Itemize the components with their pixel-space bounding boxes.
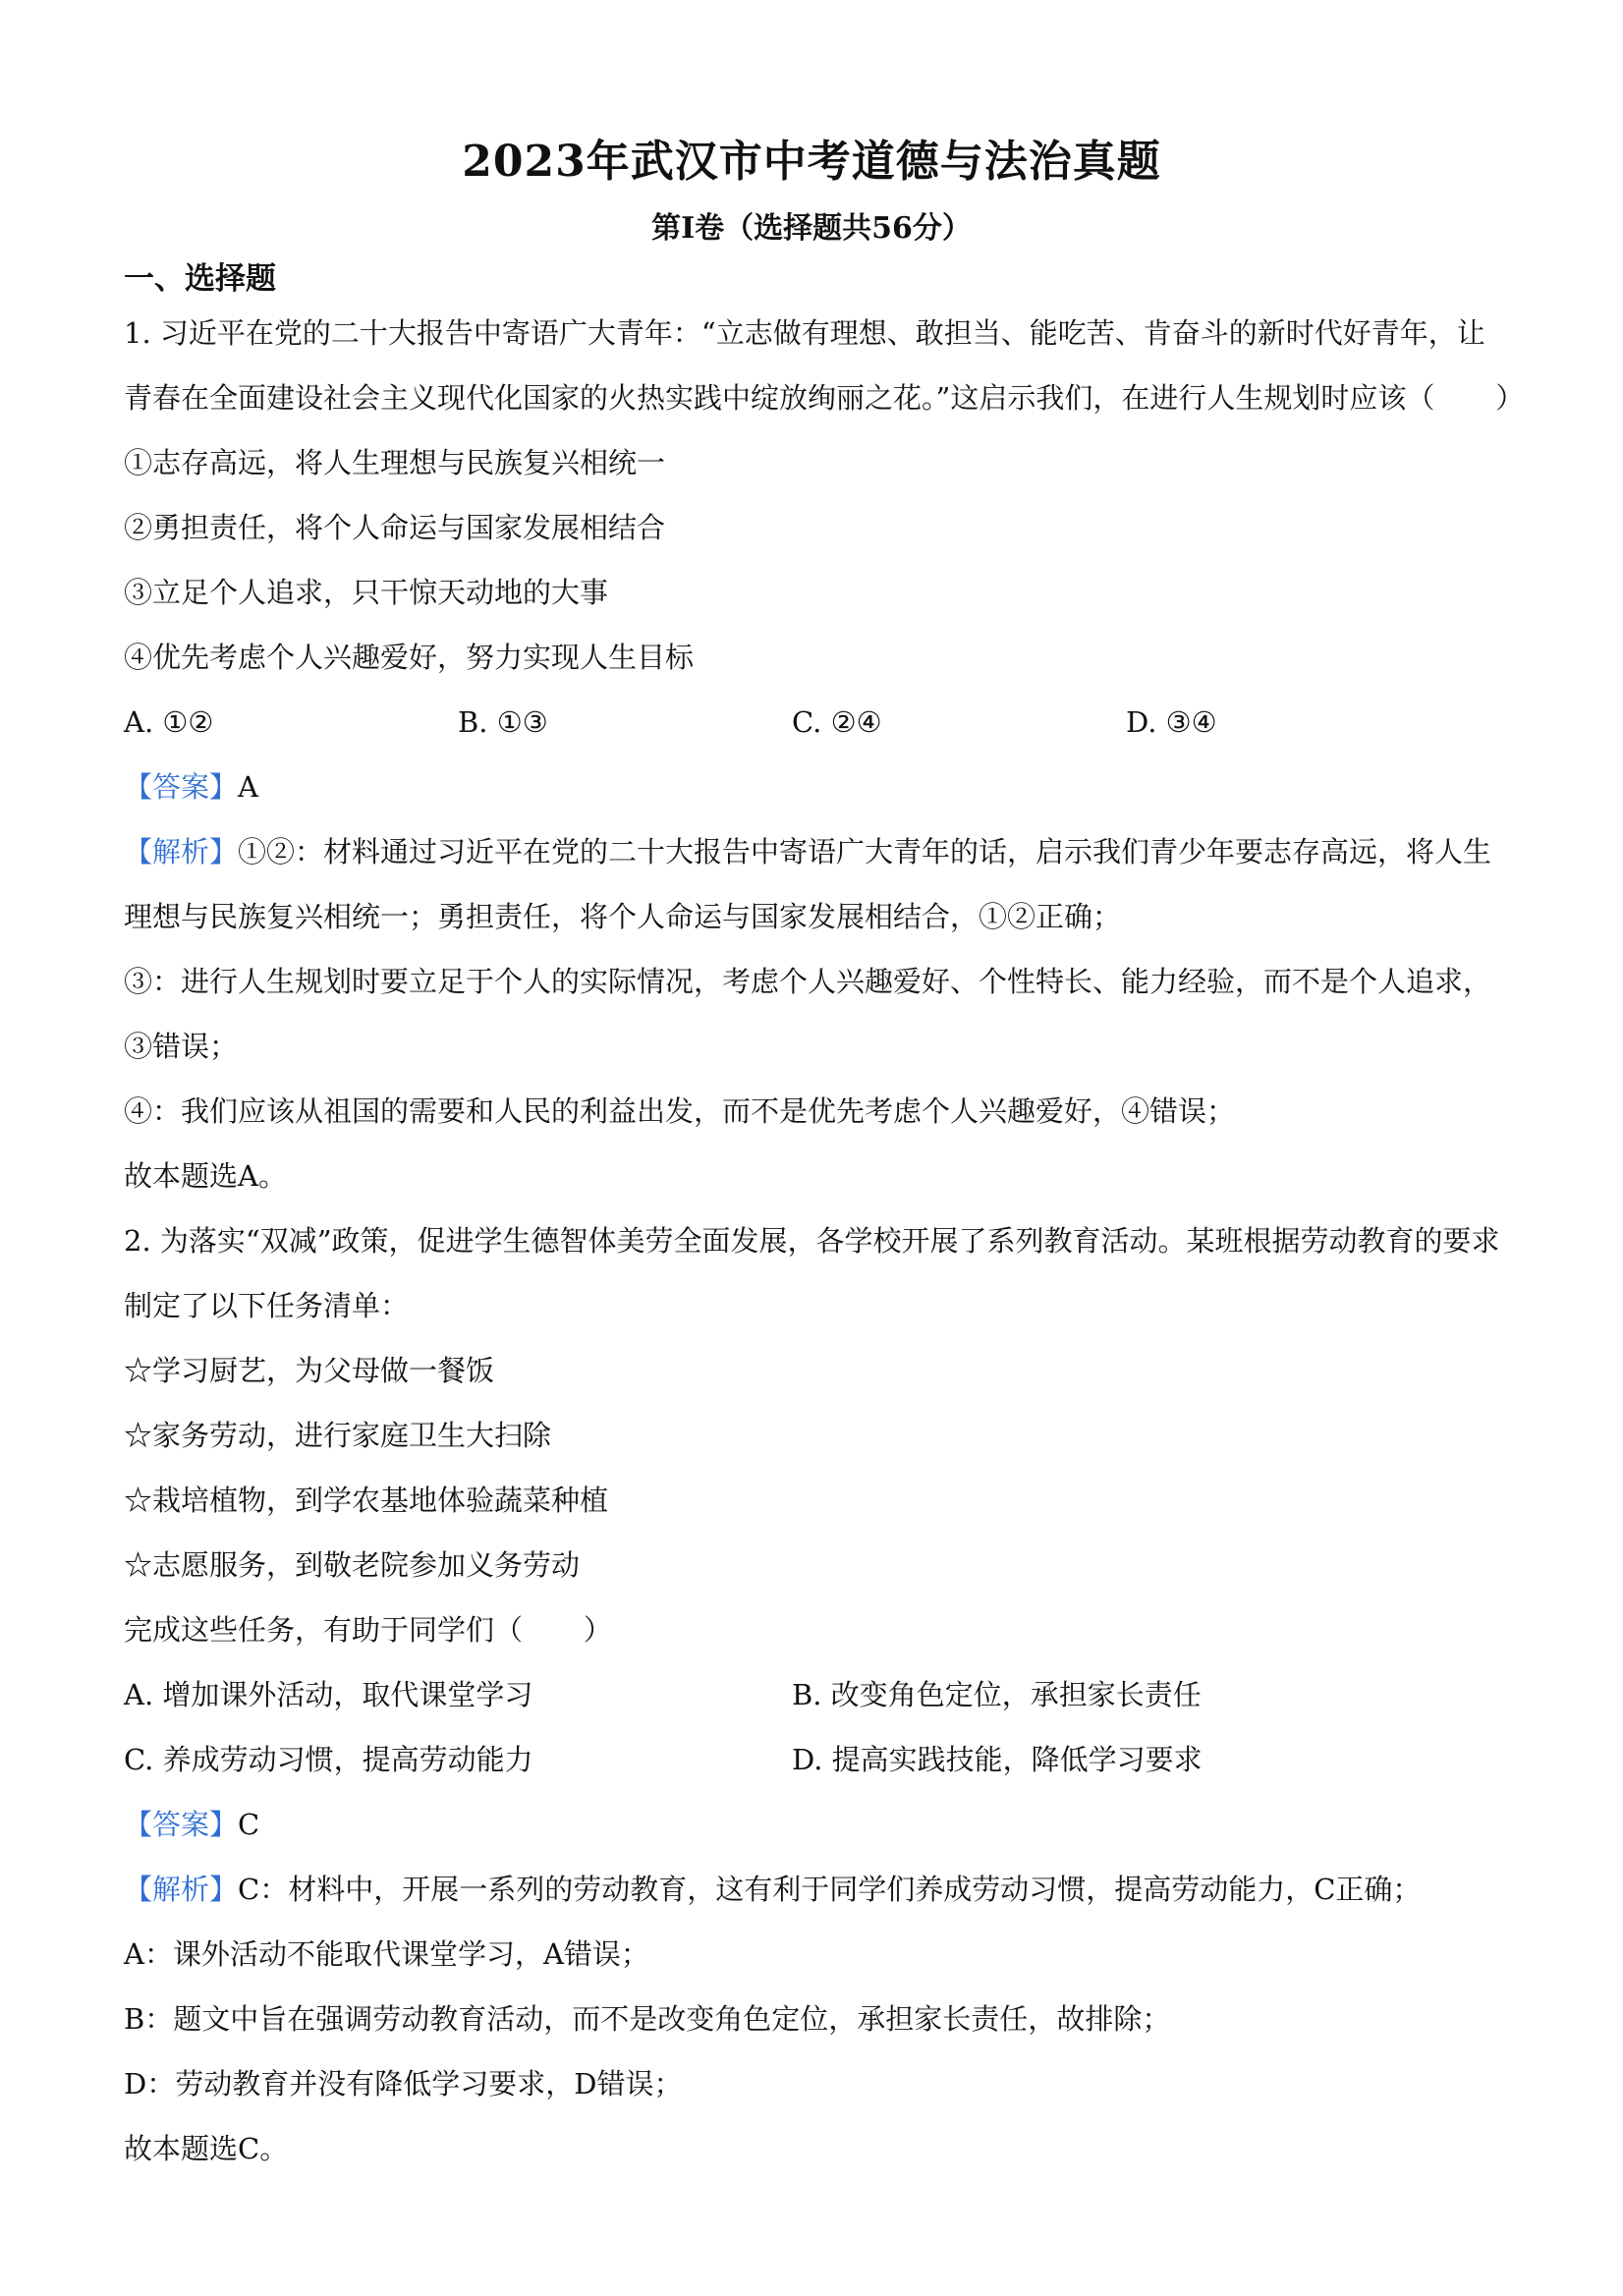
q1-option-d: D. ③④ — [1126, 705, 1217, 739]
q2-analysis-line-4: D：劳动教育并没有降低学习要求，D错误； — [124, 2067, 683, 2100]
q2-option-b: B. 改变角色定位，承担家长责任 — [792, 1678, 1202, 1711]
q1-analysis-line-1 — [124, 819, 1509, 884]
q1-option-c: C. ②④ — [792, 705, 882, 739]
q2-item-1: ☆学习厨艺，为父母做一餐饭 — [124, 1354, 495, 1387]
q1-analysis-text-1: ①②：材料通过习近平在党的二十大报告中寄语广大青年的话，启示我们青少年要志存高远，将人生 — [238, 835, 1492, 868]
q1-option-a: A. ①② — [124, 705, 214, 739]
q1-options — [124, 690, 1509, 755]
q1-stem-line-1: 1. 习近平在党的二十大报告中寄语广大青年：“立志做有理想、敢担当、能吃苦、肯奋斗的新时代好青年，让 — [124, 316, 1485, 350]
q1-analysis-label: 【解析】 — [124, 835, 239, 868]
q1-analysis-line-2: 理想与民族复兴相统一；勇担责任，将个人命运与国家发展相结合，①②正确； — [124, 900, 1122, 933]
q2-question-close: ） — [584, 1613, 613, 1647]
q2-options-row-1 — [124, 1662, 1509, 1727]
document-subtitle: 第I卷（选择题共56分） — [651, 211, 972, 246]
q1-item-3: ③立足个人追求，只干惊天动地的大事 — [124, 576, 609, 609]
q2-option-a: A. 增加课外活动，取代课堂学习 — [124, 1678, 533, 1711]
q2-item-2: ☆家务劳动，进行家庭卫生大扫除 — [124, 1419, 552, 1452]
q2-stem-line-1: 2. 为落实“双减”政策，促进学生德智体美劳全面发展，各学校开展了系列教育活动。某班根据劳动教育的要求 — [124, 1224, 1500, 1258]
q1-item-2: ②勇担责任，将个人命运与国家发展相结合 — [124, 511, 666, 544]
q1-answer-label: 【答案】 — [124, 770, 239, 804]
q2-question-text: 完成这些任务，有助于同学们（ — [124, 1613, 524, 1647]
q1-item-1: ①志存高远，将人生理想与民族复兴相统一 — [124, 446, 666, 479]
q1-stem-close: ） — [1495, 381, 1525, 415]
q1-item-4: ④优先考虑个人兴趣爱好，努力实现人生目标 — [124, 641, 695, 674]
q1-analysis-line-4: ③错误； — [124, 1030, 239, 1063]
q1-stem-line-2 — [124, 365, 1525, 430]
q2-analysis-line-1 — [124, 1857, 1509, 1922]
document-title: 2023年武汉市中考道德与法治真题 — [462, 137, 1161, 187]
q2-stem-line-2: 制定了以下任务清单： — [124, 1289, 410, 1322]
q2-analysis-line-2: A：课外活动不能取代课堂学习，A错误； — [124, 1937, 649, 1971]
q2-conclusion: 故本题选C。 — [124, 2132, 289, 2165]
q2-options-row-2 — [124, 1727, 1509, 1792]
q2-question — [124, 1597, 1509, 1662]
q2-analysis-text-1: C：材料中，开展一系列的劳动教育，这有利于同学们养成劳动习惯，提高劳动能力，C正确； — [238, 1873, 1422, 1906]
q1-analysis-line-5: ④：我们应该从祖国的需要和人民的利益出发，而不是优先考虑个人兴趣爱好，④错误； — [124, 1094, 1236, 1128]
q1-answer — [124, 755, 1509, 819]
q2-item-3: ☆栽培植物，到学农基地体验蔬菜种植 — [124, 1484, 609, 1517]
q2-answer — [124, 1792, 1509, 1857]
q2-option-d: D. 提高实践技能，降低学习要求 — [792, 1743, 1203, 1776]
q2-item-4: ☆志愿服务，到敬老院参加义务劳动 — [124, 1548, 581, 1582]
q1-conclusion: 故本题选A。 — [124, 1159, 287, 1193]
question-1 — [124, 301, 1525, 2181]
q1-option-b: B. ①③ — [458, 705, 548, 739]
q2-analysis-line-3: B：题文中旨在强调劳动教育活动，而不是改变角色定位，承担家长责任，故排除； — [124, 2002, 1171, 2036]
section-heading: 一、选择题 — [124, 261, 276, 297]
q1-analysis-line-3: ③：进行人生规划时要立足于个人的实际情况，考虑个人兴趣爱好、个性特长、能力经验，而不是个人追求， — [124, 965, 1492, 998]
q1-answer-value: A — [238, 770, 258, 804]
q2-answer-value: C — [238, 1808, 260, 1841]
q2-option-c: C. 养成劳动习惯，提高劳动能力 — [124, 1743, 533, 1776]
q1-stem-text: 青春在全面建设社会主义现代化国家的火热实践中绽放绚丽之花。”这启示我们，在进行人生规划时应该（ — [124, 381, 1435, 415]
q2-analysis-label: 【解析】 — [124, 1873, 239, 1906]
q2-answer-label: 【答案】 — [124, 1808, 239, 1841]
